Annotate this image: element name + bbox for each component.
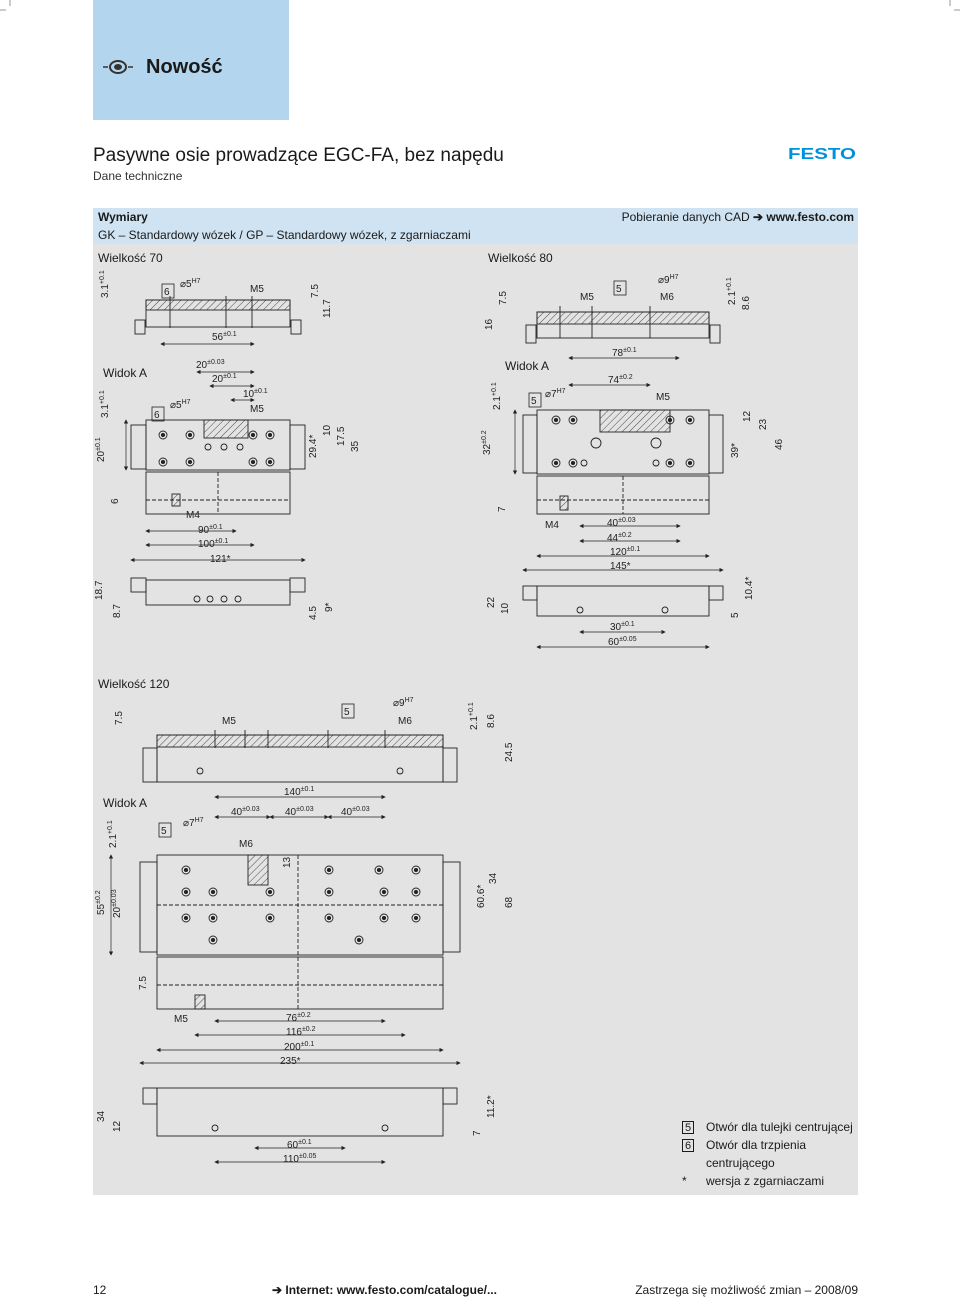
size-120-view-label: Widok A (103, 796, 148, 810)
hole (662, 607, 668, 613)
dimension-label: 68 (504, 896, 515, 908)
hole (188, 433, 191, 436)
tolerance: H7 (404, 697, 414, 704)
dimension-label: $⌀5^{H7}$ (180, 278, 201, 290)
hole (251, 433, 254, 436)
tolerance: ±0.2 (297, 1012, 311, 1019)
dimension-label: 29.4* (308, 434, 319, 458)
hole (581, 460, 587, 466)
part-outline (131, 578, 146, 592)
hole (161, 433, 164, 436)
dimension-label: M5 (250, 404, 264, 415)
tolerance: ±0.1 (626, 546, 641, 553)
dimension-label: $⌀9^{H7}$ (658, 274, 679, 286)
hole (571, 418, 574, 421)
tolerance: ±0.03 (111, 889, 118, 907)
tolerance: ±0.1 (623, 347, 637, 354)
tolerance: ±0.1 (300, 786, 315, 793)
dimension-label: $40^{\pm 0.03}$ (231, 806, 260, 818)
part-outline (143, 748, 157, 782)
hole (554, 418, 557, 421)
hole (197, 768, 203, 774)
part-outline (709, 415, 723, 473)
dimension-label: 23 (758, 418, 769, 430)
size-120-label: Wielkość 120 (98, 677, 170, 691)
dimension-label: $2.1^{+0.1}$ (491, 382, 503, 410)
dimension-label: 39* (730, 442, 741, 458)
dimension-label: $116^{\pm 0.2}$ (286, 1026, 316, 1038)
dimension-label: $40^{\pm 0.03}$ (607, 517, 636, 529)
dimension-label: 7.5 (114, 711, 125, 725)
hole (382, 890, 385, 893)
hole (211, 890, 214, 893)
legend-text: Otwór dla trzpienia centrującego (706, 1138, 807, 1170)
dimension-label: 11.7 (322, 299, 333, 318)
dimension-label: 10 (322, 424, 333, 436)
tolerance: H7 (181, 399, 191, 406)
dimension-label: $60^{\pm 0.05}$ (608, 636, 637, 648)
dimension-label: $3.1^{+0.1}$ (99, 270, 111, 298)
hole (382, 1125, 388, 1131)
footer-link[interactable]: ➔ Internet: www.festo.com/catalogue/... (272, 1283, 497, 1297)
hole (268, 433, 271, 436)
dimension-label: 235* (280, 1056, 301, 1067)
dimension-label: 34 (96, 1110, 107, 1122)
dimension-label: $76^{\pm 0.2}$ (286, 1012, 311, 1024)
tolerance: ±0.1 (298, 1139, 312, 1146)
hole (382, 916, 385, 919)
tolerance: ±0.2 (95, 890, 102, 904)
dimension-label: 12 (742, 410, 753, 422)
arrow-right-icon: ➔ (272, 1283, 286, 1297)
dimension-label: 5 (531, 396, 537, 407)
dimension-label: 11.2* (486, 1095, 497, 1118)
dimension-label: $20^{\pm 0.1}$ (95, 437, 107, 462)
hole (591, 438, 601, 448)
hole (377, 868, 380, 871)
footer-note: Zastrzega się możliwość zmian – 2008/09 (635, 1283, 858, 1297)
dimension-label: 10.4* (744, 576, 755, 600)
hole (327, 890, 330, 893)
hole (207, 596, 213, 602)
part-outline (146, 580, 290, 605)
dimension-label: 8.7 (112, 604, 123, 618)
tolerance: +0.1 (468, 702, 475, 717)
hole (327, 868, 330, 871)
hole (554, 461, 557, 464)
dimension-label: $20^{\pm 0.03}$ (196, 359, 225, 371)
tolerance: ±0.1 (254, 388, 268, 395)
section-hatch (600, 410, 670, 432)
dimension-label: M5 (580, 292, 594, 303)
dimension-label: 5 (344, 707, 350, 718)
dimension-label: $20^{\pm 0.1}$ (212, 373, 237, 385)
dimension-label: M5 (656, 392, 670, 403)
dimension-label: $⌀9^{H7}$ (393, 697, 414, 709)
dimension-label: 6 (110, 498, 121, 504)
section-title: Wymiary (98, 210, 148, 224)
hole (194, 596, 200, 602)
part-outline (443, 1088, 457, 1104)
dimension-label: 5 (161, 826, 167, 837)
dimension-label: $32^{\pm 0.2}$ (481, 430, 493, 455)
page-number: 12 (93, 1283, 107, 1297)
hole (268, 916, 271, 919)
dimension-label: $40^{\pm 0.03}$ (341, 806, 370, 818)
part-outline (131, 425, 146, 469)
dimension-label: 22 (486, 596, 497, 608)
legend-item (682, 1172, 856, 1190)
tolerance: ±0.1 (209, 524, 223, 531)
hole (221, 596, 227, 602)
size-80-label: Wielkość 80 (488, 251, 553, 265)
hole (184, 868, 187, 871)
dimension-label: $3.1^{+0.1}$ (99, 390, 111, 418)
dimension-label: 13 (282, 856, 293, 868)
dimension-label: 8.6 (486, 714, 497, 728)
part-outline (443, 862, 460, 952)
dimension-label: 17.5 (336, 426, 347, 446)
hole (414, 868, 417, 871)
legend-item (682, 1118, 856, 1136)
hole (184, 916, 187, 919)
hole (221, 444, 227, 450)
dimension-label: 24.5 (504, 742, 515, 762)
part-outline (526, 325, 536, 343)
dimension-label: 35 (350, 440, 361, 452)
hole (161, 460, 164, 463)
tolerance: ±0.1 (223, 331, 237, 338)
part-outline (537, 586, 709, 616)
part-outline (710, 325, 720, 343)
dimension-label: M4 (186, 510, 200, 521)
dimension-label: $2.1^{+0.1}$ (468, 702, 480, 730)
dimension-label: $⌀5^{H7}$ (170, 399, 191, 411)
dimension-label: 7.5 (310, 284, 321, 298)
hole (251, 460, 254, 463)
svg-text:FESTO: FESTO (788, 146, 856, 160)
dimension-label: 4.5 (308, 606, 319, 620)
size-80-view-label: Widok A (505, 359, 550, 373)
dimension-label: 46 (774, 438, 785, 450)
tolerance: ±0.2 (481, 430, 488, 444)
section-hatch (560, 496, 568, 510)
dimension-label: 12 (112, 1120, 123, 1132)
tolerance: ±0.03 (242, 806, 260, 813)
part-outline (443, 748, 457, 782)
tolerance: H7 (669, 274, 679, 281)
hole (357, 938, 360, 941)
hole (268, 460, 271, 463)
hole (651, 438, 661, 448)
hole (188, 460, 191, 463)
tolerance: ±0.03 (207, 359, 225, 366)
dimension-label: $74^{\pm 0.2}$ (608, 374, 633, 386)
hole (327, 916, 330, 919)
dimension-label: M5 (250, 284, 264, 295)
tolerance: ±0.2 (619, 374, 633, 381)
part-outline (290, 578, 305, 592)
part-outline (291, 320, 301, 334)
hole (205, 444, 211, 450)
dimension-label: $20^{\pm 0.03}$ (111, 889, 123, 918)
part-outline (523, 586, 537, 600)
dimension-label: $10^{\pm 0.1}$ (243, 388, 268, 400)
dimension-label: $⌀7^{H7}$ (545, 388, 566, 400)
cad-link[interactable]: www.festo.com (766, 210, 854, 224)
dimension-label: M4 (545, 520, 559, 531)
tolerance: H7 (556, 388, 566, 395)
tolerance: +0.1 (99, 390, 106, 405)
page-subtitle: Dane techniczne (93, 169, 183, 183)
hole (235, 596, 241, 602)
dimension-label: $78^{\pm 0.1}$ (612, 347, 637, 359)
dimension-label: M5 (222, 716, 236, 727)
dimension-label: $2.1^{+0.1}$ (726, 277, 738, 305)
dimension-label: $200^{\pm 0.1}$ (284, 1041, 315, 1053)
dimension-label: 121* (210, 554, 231, 565)
dimension-label: 9* (324, 602, 335, 612)
tolerance: +0.1 (107, 820, 114, 835)
dimension-label: 7 (497, 506, 508, 512)
dimension-label: M5 (174, 1014, 188, 1025)
page-title: Pasywne osie prowadzące EGC-FA, bez napędu (93, 145, 504, 166)
cad-label: Pobieranie danych CAD (621, 210, 750, 224)
arrow-right-icon: ➔ (753, 210, 767, 224)
dimension-label: 5 (730, 612, 741, 618)
tolerance: ±0.1 (223, 373, 237, 380)
dimension-label: $110^{\pm 0.05}$ (283, 1153, 317, 1165)
hole (211, 938, 214, 941)
hole (571, 461, 574, 464)
tolerance: ±0.05 (619, 636, 637, 643)
hole (577, 607, 583, 613)
part-outline (523, 415, 537, 473)
dimension-label: M6 (239, 839, 253, 850)
tolerance: ±0.1 (300, 1041, 315, 1048)
hole (668, 418, 671, 421)
part-outline (140, 862, 157, 952)
dimension-label: $55^{\pm 0.2}$ (95, 890, 107, 915)
dimension-label: $90^{\pm 0.1}$ (198, 524, 223, 536)
hole (653, 460, 659, 466)
dimension-label: 10 (500, 602, 511, 614)
dimension-label: 145* (610, 561, 631, 572)
tolerance: ±0.03 (296, 806, 314, 813)
dimension-label: 7.5 (138, 976, 149, 990)
dimension-label: 34 (488, 872, 499, 884)
tolerance: ±0.05 (298, 1153, 317, 1160)
dimension-label: 7.5 (498, 291, 509, 305)
dimension-label: M6 (398, 716, 412, 727)
tolerance: ±0.1 (95, 437, 102, 451)
size-70-view-label: Widok A (103, 366, 148, 380)
legend-item (682, 1136, 856, 1172)
hole (397, 768, 403, 774)
hole (688, 461, 691, 464)
tolerance: ±0.1 (214, 538, 229, 545)
part-outline (709, 586, 723, 600)
dimension-label: 18.7 (94, 580, 105, 600)
legend-key: * (682, 1174, 687, 1188)
dimension-label: 16 (484, 318, 495, 330)
header-title: Nowość (146, 56, 223, 78)
hole (237, 444, 243, 450)
dimension-label: 7 (472, 1130, 483, 1136)
dimension-label: $120^{\pm 0.1}$ (610, 546, 641, 558)
hole (212, 1125, 218, 1131)
tolerance: H7 (194, 817, 204, 824)
section-hatch (204, 420, 248, 438)
dimension-label: $140^{\pm 0.1}$ (284, 786, 315, 798)
part-outline (290, 425, 305, 469)
section-hatch (146, 300, 290, 310)
dimension-label: 60.6* (476, 884, 487, 908)
dimension-label: $2.1^{+0.1}$ (107, 820, 119, 848)
section-subtitle: GK – Standardowy wózek / GP – Standardowy wózek, z zgarniaczami (98, 228, 471, 242)
dimension-label: $40^{\pm 0.03}$ (285, 806, 314, 818)
part-outline (135, 320, 145, 334)
dimension-label: $56^{\pm 0.1}$ (212, 331, 237, 343)
section-hatch (248, 855, 268, 885)
tolerance: +0.1 (99, 270, 106, 285)
dimension-label: 8.6 (741, 296, 752, 310)
dimension-label: $44^{\pm 0.2}$ (607, 532, 632, 544)
dimension-label: $⌀7^{H7}$ (183, 817, 204, 829)
section-hatch (172, 494, 180, 506)
hole (414, 890, 417, 893)
tolerance: ±0.03 (618, 517, 636, 524)
section-hatch (537, 312, 709, 324)
tolerance: +0.1 (726, 277, 733, 292)
dimension-label: $100^{\pm 0.1}$ (198, 538, 229, 550)
tolerance: ±0.1 (621, 621, 635, 628)
dimension-label: M6 (660, 292, 674, 303)
legend-key: 5 (682, 1121, 694, 1134)
part-outline (157, 1088, 443, 1136)
legend-key: 6 (682, 1139, 694, 1152)
legend-text: wersja z zgarniaczami (706, 1174, 825, 1188)
tolerance: ±0.03 (352, 806, 370, 813)
legend (682, 1118, 856, 1190)
part-outline (143, 1088, 157, 1104)
legend-text: Otwór dla tulejki centrującej (706, 1120, 853, 1134)
size-70-label: Wielkość 70 (98, 251, 163, 265)
hole (668, 461, 671, 464)
tolerance: ±0.2 (301, 1026, 316, 1033)
section-hatch (157, 735, 443, 747)
dimension-label: 5 (616, 284, 622, 295)
section-hatch (195, 995, 205, 1009)
dimension-label: $60^{\pm 0.1}$ (287, 1139, 312, 1151)
tolerance: +0.1 (491, 382, 498, 397)
tolerance: ±0.2 (618, 532, 632, 539)
dimension-label: $30^{\pm 0.1}$ (610, 621, 635, 633)
hole (414, 916, 417, 919)
hole (688, 418, 691, 421)
dimension-label: 6 (154, 410, 160, 421)
hole (211, 916, 214, 919)
hole (184, 890, 187, 893)
hole (268, 890, 271, 893)
tolerance: H7 (191, 278, 201, 285)
dimension-label: 6 (164, 287, 170, 298)
